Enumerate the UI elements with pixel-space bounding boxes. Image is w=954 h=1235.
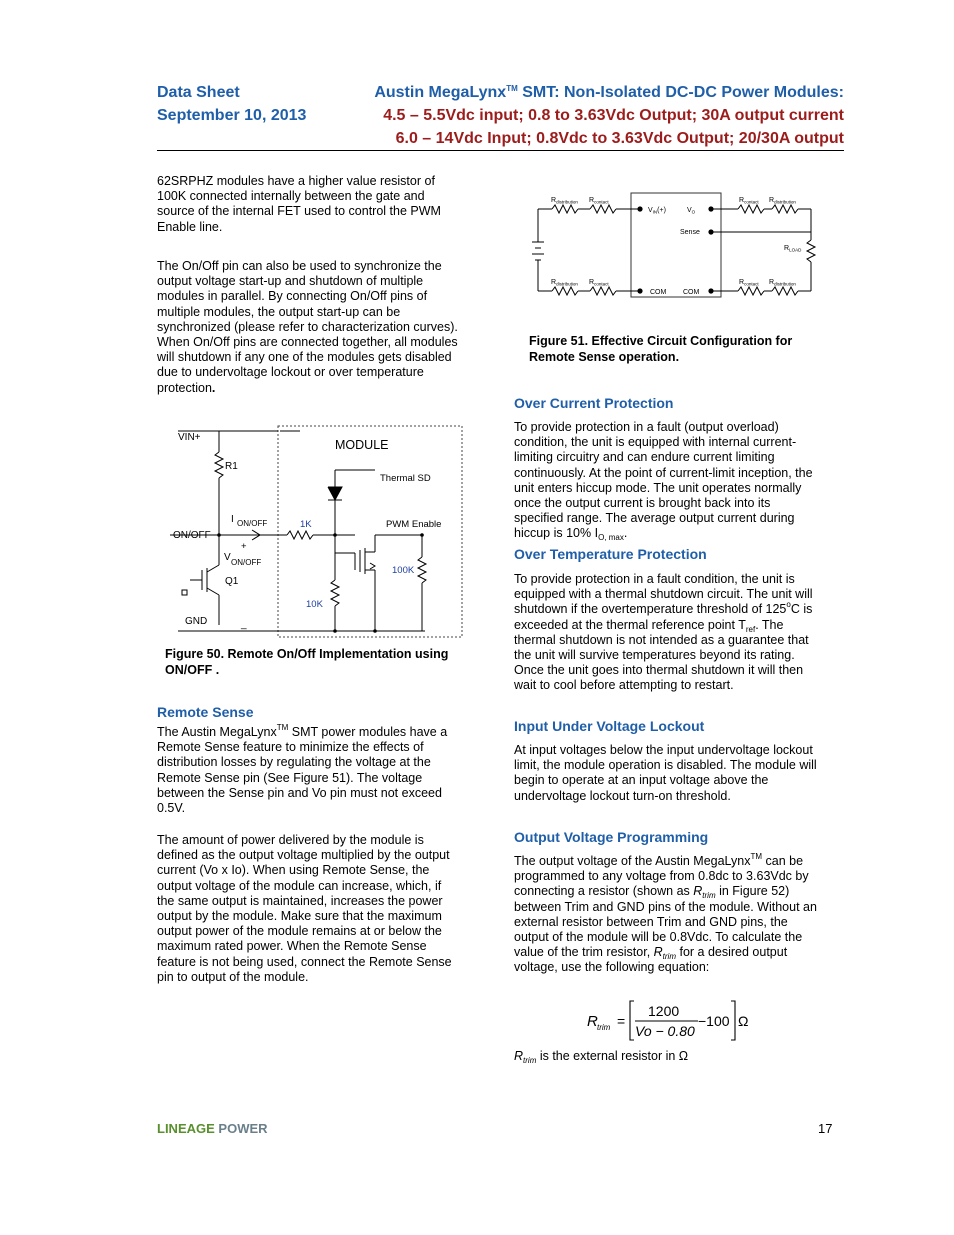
label-v-onoff-sub: ON/OFF bbox=[231, 558, 262, 567]
label-i-onoff: I bbox=[231, 514, 234, 525]
label-gnd: GND bbox=[185, 616, 208, 627]
svg-text:trim: trim bbox=[597, 1023, 611, 1032]
rtrim-equation bbox=[585, 998, 755, 1044]
label-q1: Q1 bbox=[225, 576, 239, 587]
paragraph-remote-sense-1: The Austin MegaLynx™ SMT power modules have a Remote Sense feature to minimize the effects of distribution losses by regulating the voltage at the Remote Sense pin (See Figure 51). The voltage between the Sense pin and Vo pin must not exceed 0.5V. bbox=[157, 723, 448, 816]
paragraph-remote-sense-2: The amount of power delivered by the module is defined as the output voltage multiplied by the output current (Vo x Io). When using Remote Sense, the output voltage of the module can increase, which, if the same output is maintained, increases the power output by the module. Make sure that the maximum output power of the module remains at or below the maximum rated power. When the Remote Sense feature is not being used, connect the Remote Sense pin to output of the module. bbox=[157, 833, 452, 984]
paragraph-onoff-sync: The On/Off pin can also be used to synchronize the output voltage start-up and shutdown of multiple modules in parallel. By connecting On/Off pins of multiple modules, the output start-up can be synchronized (please refer to characterization curves). When On/Off pins are connected together, all modules will shutdown if any one of the modules gets disabled due to undervoltage lockout or over temperature protection. bbox=[157, 259, 458, 395]
svg-text:=: = bbox=[617, 1013, 626, 1029]
header-doc-type: Data Sheet bbox=[157, 84, 240, 101]
header-subtitle-2: 6.0 – 14Vdc Input; 0.8Vdc to 3.63Vdc Output; 20/30A output bbox=[395, 130, 844, 147]
svg-text:Rdistribution: $R_{distribution}$ bbox=[769, 197, 796, 205]
label-100k: 100K bbox=[392, 565, 415, 576]
svg-text:Rcontact: $R_{contact}$ bbox=[739, 279, 759, 287]
header-date: September 10, 2013 bbox=[157, 107, 307, 124]
svg-text:Rdistribution: $R_{distribution}$ bbox=[551, 279, 578, 287]
svg-text:Sense: Sense bbox=[680, 229, 700, 236]
label-r1: R1 bbox=[225, 461, 238, 472]
figure-51-caption: Figure 51. Effective Circuit Configuration for Remote Sense operation. bbox=[529, 334, 793, 364]
paragraph-over-current: To provide protection in a fault (output overload) condition, the unit is equipped with internal current-limiting circuitry and can endure current limiting continuously. At the point of current-limit inception, the unit enters hiccup mode. The unit operates normally once the output current is brought back into its specified range. The average output current during hiccup is 10% $I_{O, max}$. bbox=[514, 420, 813, 543]
paragraph-62srphz: 62SRPHZ modules have a higher value resistor of 100K connected internally between the gate and source of the internal FET used to control the PWM Enable line. bbox=[157, 174, 441, 234]
footer-brand-logo: LINEAGE POWER bbox=[157, 1121, 268, 1136]
paragraph-over-temperature: To provide protection in a fault condition, the unit is equipped with a thermal shutdown circuit. The unit will shutdown if the overtemperature threshold of 125$^o$C is exceeded at the thermal reference point $T_{ref}$. The thermal shutdown is not intended as a guarantee that the unit will survive temperatures beyond its rating. Once the unit goes into thermal shutdown it will then wait to cool before attempting to restart. bbox=[514, 572, 813, 693]
svg-text:Rdistribution: $R_{distribution}$ bbox=[769, 279, 796, 287]
label-1k: 1K bbox=[300, 519, 312, 530]
svg-text:COM: COM bbox=[683, 289, 700, 296]
svg-text:Rcontact: $R_{contact}$ bbox=[739, 197, 759, 205]
label-minus: _ bbox=[241, 619, 247, 630]
rtrim-definition: $R_{trim}$ is the external resistor in Ω bbox=[514, 1049, 689, 1065]
svg-text:−100: −100 bbox=[698, 1013, 730, 1029]
svg-text:COM: COM bbox=[650, 289, 667, 296]
figure-50-circuit bbox=[160, 420, 470, 645]
svg-text:1200: 1200 bbox=[648, 1003, 680, 1019]
svg-text:Rcontact: $R_{contact}$ bbox=[589, 279, 609, 287]
svg-text:VO: $V_O$ bbox=[687, 207, 696, 215]
label-plus: + bbox=[241, 541, 247, 552]
label-i-onoff-sub: ON/OFF bbox=[237, 519, 268, 528]
heading-uvlo: Input Under Voltage Lockout bbox=[514, 718, 705, 734]
svg-text:Ω: Ω bbox=[738, 1013, 749, 1029]
label-thermal-sd: Thermal SD bbox=[380, 473, 431, 484]
svg-text:RLOAD: $R_{LOAD}$ bbox=[784, 245, 802, 253]
paragraph-uvlo: At input voltages below the input undervoltage lockout limit, the module operation is disabled. The module will begin to operate at an input voltage above the undervoltage lockout turn-on threshold. bbox=[514, 743, 817, 803]
page-number: 17 bbox=[818, 1121, 833, 1136]
svg-text:R: R bbox=[587, 1013, 598, 1030]
header-title: Austin MegaLynx™ SMT: Non-Isolated DC-DC Power Modules: bbox=[374, 84, 844, 101]
label-onoff: ON/OFF bbox=[173, 530, 211, 541]
label-v-onoff: V bbox=[224, 552, 231, 563]
svg-text:VIN(+): $V_{IN}(+)$ bbox=[648, 207, 666, 215]
svg-text:Rdistribution: $R_{distribution}$ bbox=[551, 197, 578, 205]
figure-51-circuit bbox=[528, 190, 823, 300]
svg-text:Vo − 0.80: Vo − 0.80 bbox=[635, 1023, 695, 1039]
label-10k: 10K bbox=[306, 599, 323, 610]
heading-remote-sense: Remote Sense bbox=[157, 704, 254, 720]
svg-text:Rcontact: $R_{contact}$ bbox=[589, 197, 609, 205]
header-subtitle-1: 4.5 – 5.5Vdc input; 0.8 to 3.63Vdc Output; 30A output current bbox=[383, 107, 844, 124]
header-rule bbox=[157, 150, 844, 151]
heading-over-temperature: Over Temperature Protection bbox=[514, 546, 707, 562]
label-pwm-enable: PWM Enable bbox=[386, 519, 442, 530]
heading-output-voltage-programming: Output Voltage Programming bbox=[514, 829, 709, 845]
label-vin: VIN+ bbox=[178, 432, 201, 443]
figure-50-caption: Figure 50. Remote On/Off Implementation using ON/OFF . bbox=[165, 647, 449, 677]
heading-over-current: Over Current Protection bbox=[514, 395, 674, 411]
paragraph-output-voltage-programming: The output voltage of the Austin MegaLynx™ can be programmed to any voltage from 0.8dc to 3.63Vdc by connecting a resistor (shown as $R_{trim}$ in Figure 52) between Trim and GND pins of the module. Without an external resistor between Trim and GND pins, the output of the module will be 0.8Vdc. To calculate the value of the trim resistor, $R_{trim}$ for a desired output voltage, use the following equation: bbox=[514, 852, 817, 975]
label-module: MODULE bbox=[335, 438, 389, 452]
